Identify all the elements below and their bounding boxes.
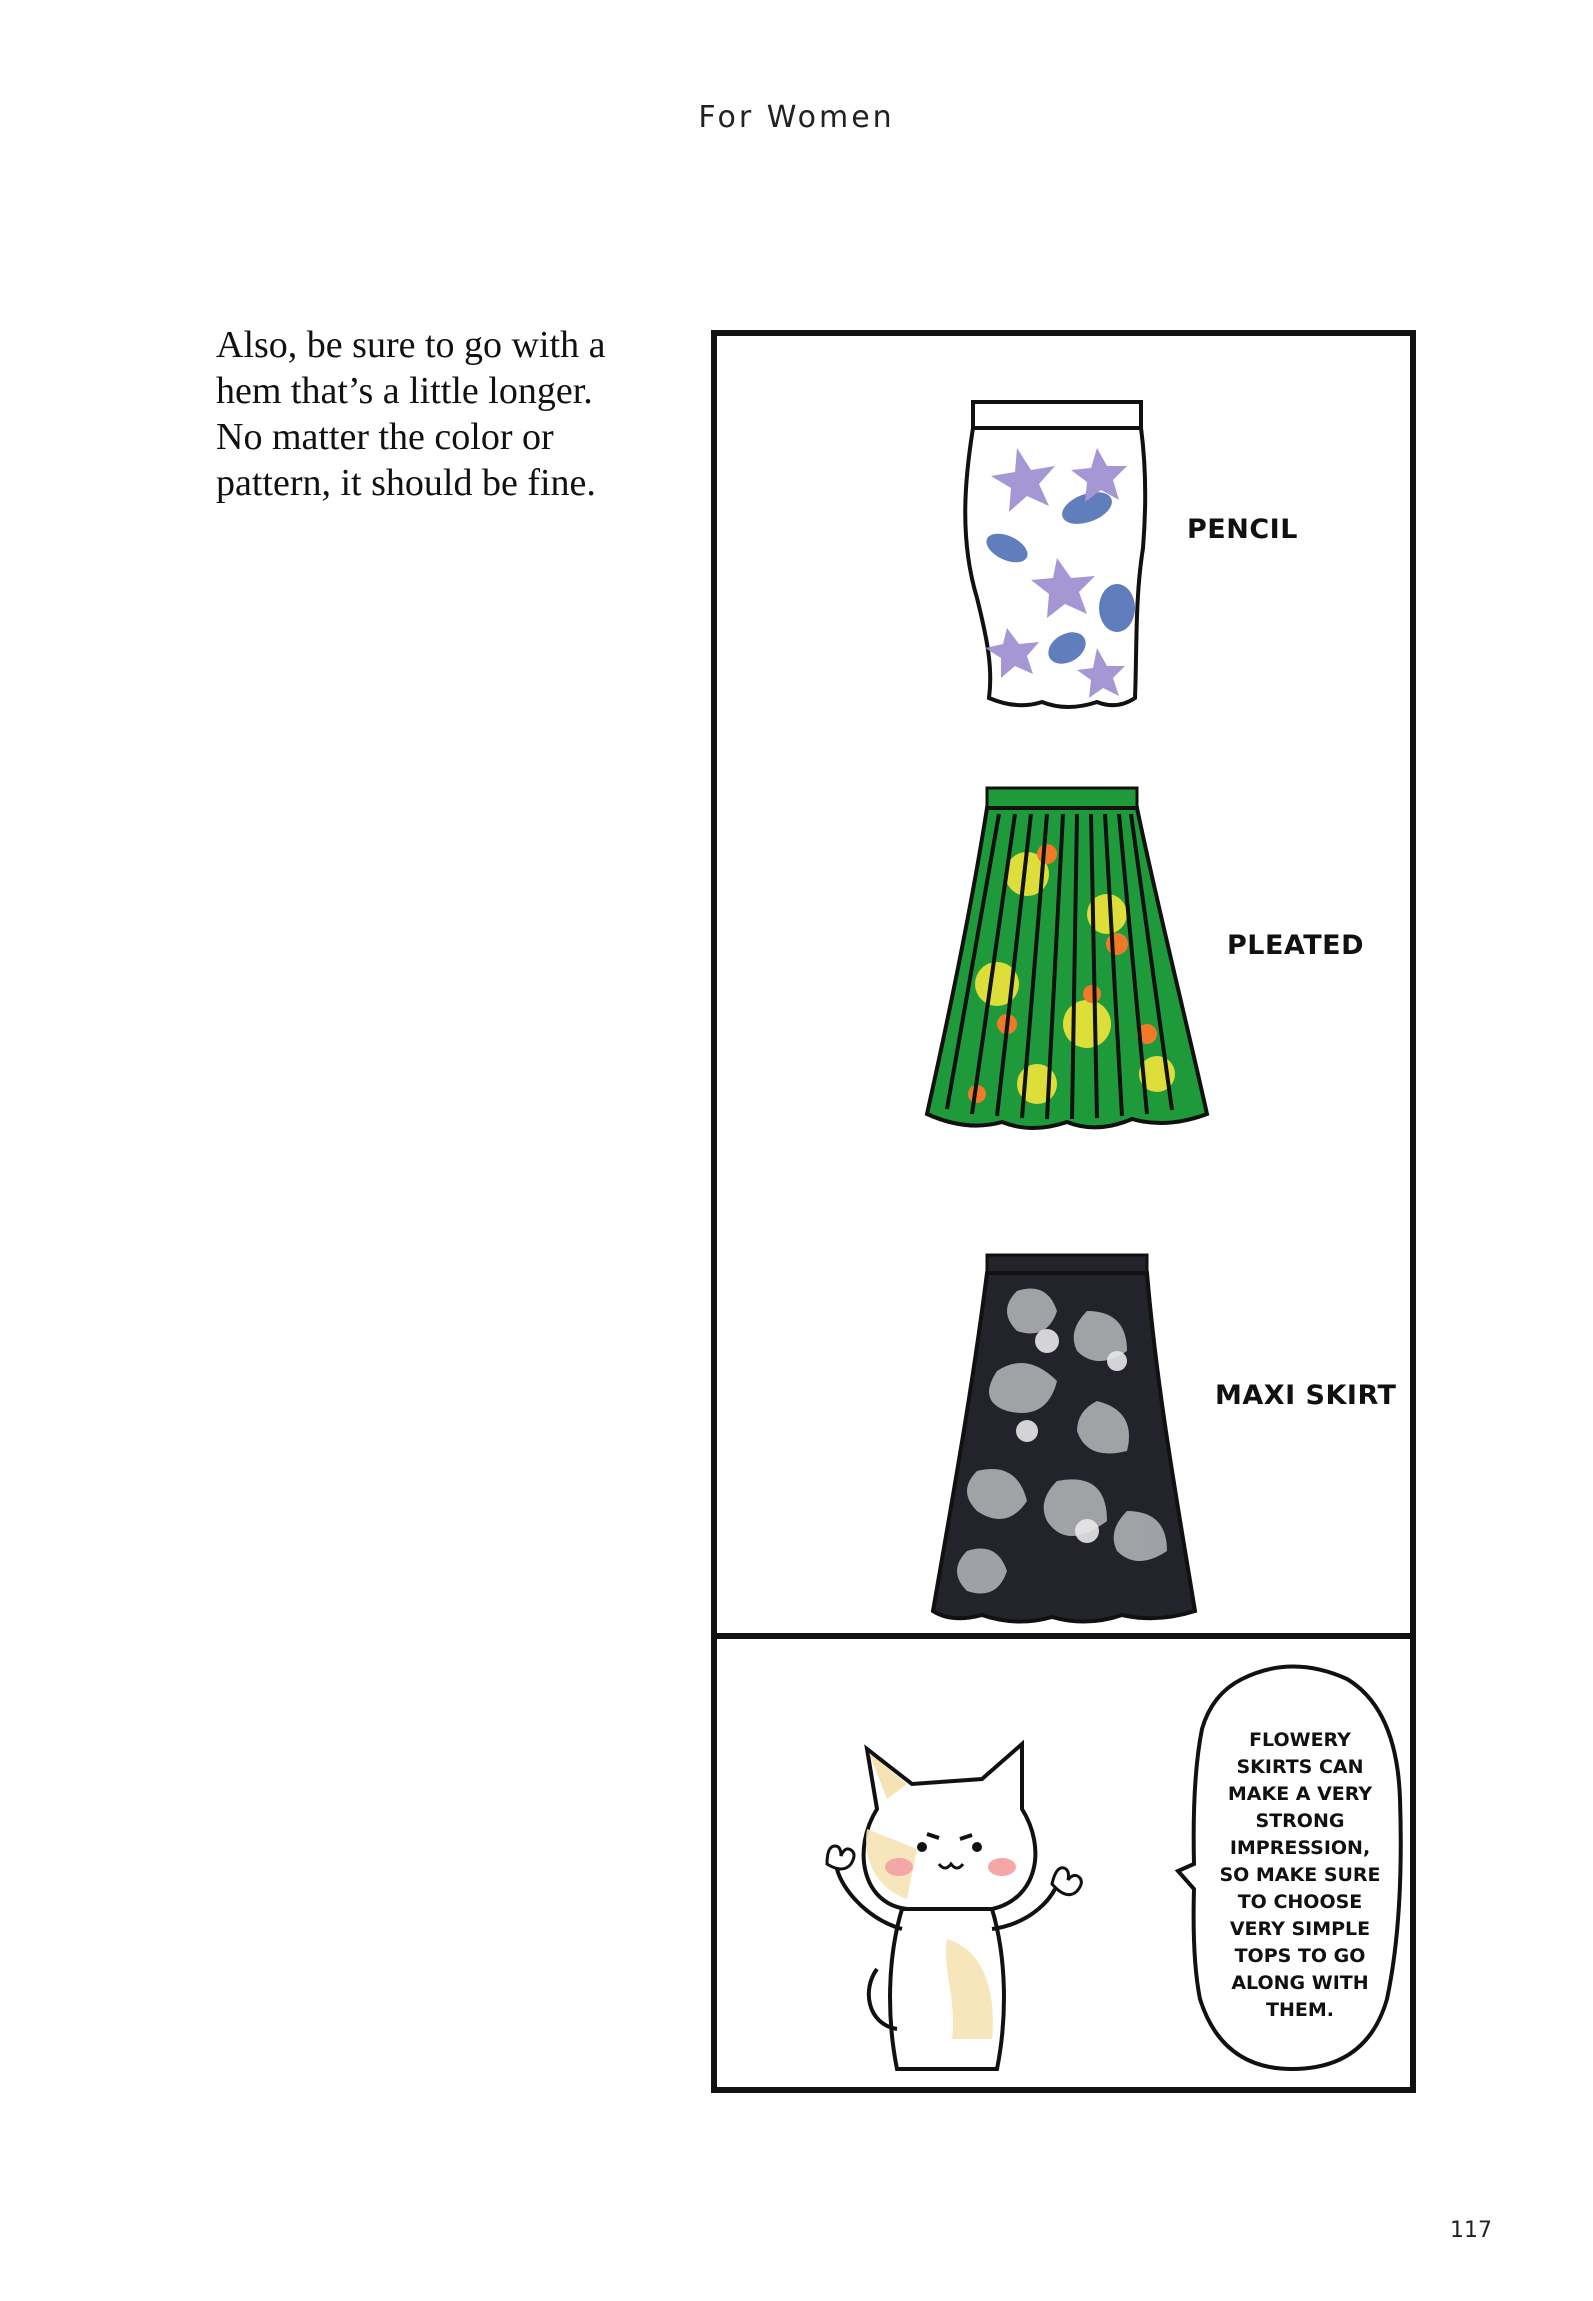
body-paragraph bbox=[216, 322, 676, 506]
body-line: hem that’s a little longer. bbox=[216, 370, 593, 412]
bubble-line: TOPS TO GO bbox=[1234, 1945, 1366, 1967]
bubble-line: MAKE A VERY bbox=[1227, 1783, 1373, 1805]
bubble-line: TO CHOOSE bbox=[1237, 1891, 1363, 1913]
bubble-line: SKIRTS CAN bbox=[1236, 1756, 1364, 1778]
speech-bubble-text bbox=[1205, 1727, 1395, 2024]
page-number: 117 bbox=[1450, 2218, 1492, 2243]
cat-panel bbox=[711, 1633, 1416, 2093]
cat-illustration bbox=[807, 1739, 1107, 2079]
bubble-line: FLOWERY bbox=[1249, 1729, 1351, 1751]
bubble-line: STRONG bbox=[1255, 1810, 1345, 1832]
body-line: Also, be sure to go with a bbox=[216, 324, 606, 366]
skirt-panel bbox=[711, 330, 1416, 1640]
running-head: For Women bbox=[698, 100, 895, 135]
maxi-skirt-label: MAXI SKIRT bbox=[1215, 1380, 1397, 1411]
bubble-line: IMPRESSION, bbox=[1229, 1837, 1371, 1859]
pleated-label: PLEATED bbox=[1227, 930, 1365, 961]
body-line: pattern, it should be fine. bbox=[216, 462, 596, 504]
bubble-line: SO MAKE SURE bbox=[1219, 1864, 1381, 1886]
maxi-skirt-illustration bbox=[927, 1251, 1207, 1631]
pencil-label: PENCIL bbox=[1187, 514, 1298, 545]
bubble-line: ALONG WITH bbox=[1231, 1972, 1369, 1994]
pencil-skirt-illustration bbox=[947, 398, 1177, 718]
bubble-line: THEM. bbox=[1266, 1999, 1334, 2021]
pleated-skirt-illustration bbox=[917, 784, 1217, 1144]
body-line: No matter the color or bbox=[216, 416, 554, 458]
bubble-line: VERY SIMPLE bbox=[1229, 1918, 1371, 1940]
